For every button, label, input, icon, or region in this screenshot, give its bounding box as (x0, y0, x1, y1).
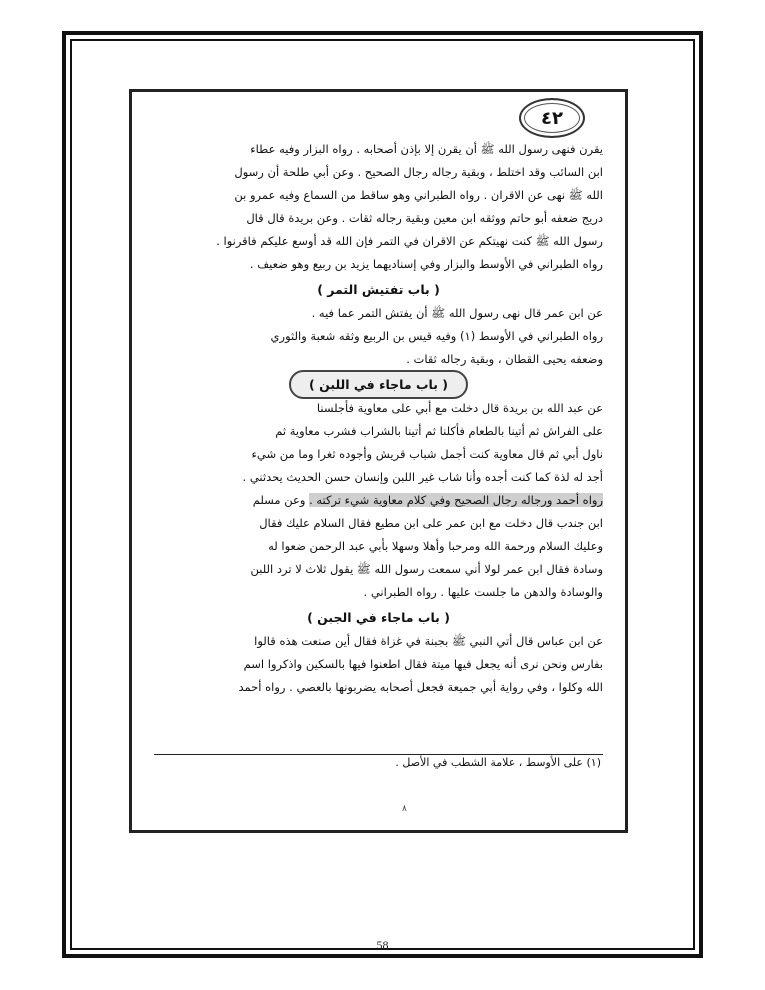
text-line: وسادة فقال ابن عمر لولا أني سمعت رسول الله ﷺ يقول ثلاث لا ترد اللبن (250, 562, 603, 576)
text-line: يقرن فنهى رسول الله ﷺ أن يقرن إلا بإذن أصحابه . رواه البزار وفيه عطاء (250, 142, 603, 156)
highlighted-text: رواه أحمد ورجاله رجال الصحيح وفي كلام معاوية شيء تركته . (309, 493, 603, 507)
text-line: ناول أبي ثم قال معاوية كنت أجمل شباب قريش وأجوده ثغرا وما من شيء (251, 447, 603, 461)
text-fragment: وعن مسلم (252, 493, 310, 507)
stray-mark: ٨ (402, 804, 407, 814)
text-line: رواه الطبراني في الأوسط (١) وفيه قيس بن الربيع وثقه شعبة والثوري (270, 329, 603, 343)
scan-page-number: ٤٢ (541, 107, 563, 129)
text-line: رواه الطبراني في الأوسط والبزار وفي إسناديهما يزيد بن ربيع وهو ضعيف . (249, 257, 603, 271)
highlighted-line (154, 489, 603, 512)
text-line: عن عبد الله بن بريدة قال دخلت مع أبي على معاوية فأجلسنا (316, 401, 603, 415)
heading-text: ( باب تفتيش التمر ) (317, 281, 440, 297)
text-line: وعليك السلام ورحمة الله ومرحبا وأهلا وسهلا بأبي عبد الرحمن ضعوا له (268, 539, 603, 553)
footnote-divider (154, 754, 603, 755)
text-line: بفارس ونحن نرى أنه يجعل فيها ميتة فقال اطعنوا فيها بالسكين واذكروا اسم (243, 657, 603, 671)
text-line: عن ابن عباس قال أتي النبي ﷺ بجبنة في غزاة فقال أين صنعت هذه قالوا (254, 634, 603, 648)
text-line: على الفراش ثم أتينا بالطعام فأكلنا ثم أتينا بالشراب فشرب معاوية ثم (275, 424, 603, 438)
page-number: 58 (376, 938, 389, 952)
scanned-page (129, 89, 628, 833)
text-line: أجد له لذة كما كنت أجده وأنا شاب غير اللبن وإنسان حسن الحديث يحدثني . (242, 470, 603, 484)
section-heading-circled (154, 371, 603, 397)
section-heading (154, 604, 603, 630)
heading-text: ( باب ماجاء في اللبن ) (289, 370, 468, 399)
text-line: عن ابن عمر قال نهى رسول الله ﷺ أن يفتش التمر عما فيه . (311, 306, 603, 320)
arabic-text-body (154, 138, 603, 699)
heading-text: ( باب ماجاء في الجبن ) (307, 609, 450, 625)
text-line: ابن السائب وقد اختلط ، وبقية رجاله رجال الصحيح . وعن أبي طلحة أن رسول (234, 165, 603, 179)
text-line: الله وكلوا ، وفي رواية أبي جميعة فجعل أصحابه يضربونها بالعصي . رواه أحمد (238, 680, 603, 694)
section-heading (154, 276, 603, 302)
page-number-badge (519, 98, 585, 138)
text-line: دريج ضعفه أبو حاتم ووثقه ابن معين وبقية رجاله ثقات . وعن بريدة قال قال (246, 211, 603, 225)
text-line: وضعفه يحيى القطان ، وبقية رجاله ثقات . (406, 352, 603, 366)
footnote: (١) على الأوسط ، علامة الشطب في الأصل . (395, 756, 601, 769)
text-line: ابن جندب قال دخلت مع ابن عمر على ابن مطيع فقال السلام عليك فقال (259, 516, 603, 530)
text-line: الله ﷺ نهى عن الاقران . رواه الطبراني وهو ساقط من السماع وفيه عمرو بن (234, 188, 603, 202)
text-line: والوسادة والدهن ما جلست عليها . رواه الطبراني . (363, 585, 603, 599)
text-line: رسول الله ﷺ كنت نهيتكم عن الاقران في التمر فإن الله قد أوسع عليكم فاقرنوا . (216, 234, 603, 248)
